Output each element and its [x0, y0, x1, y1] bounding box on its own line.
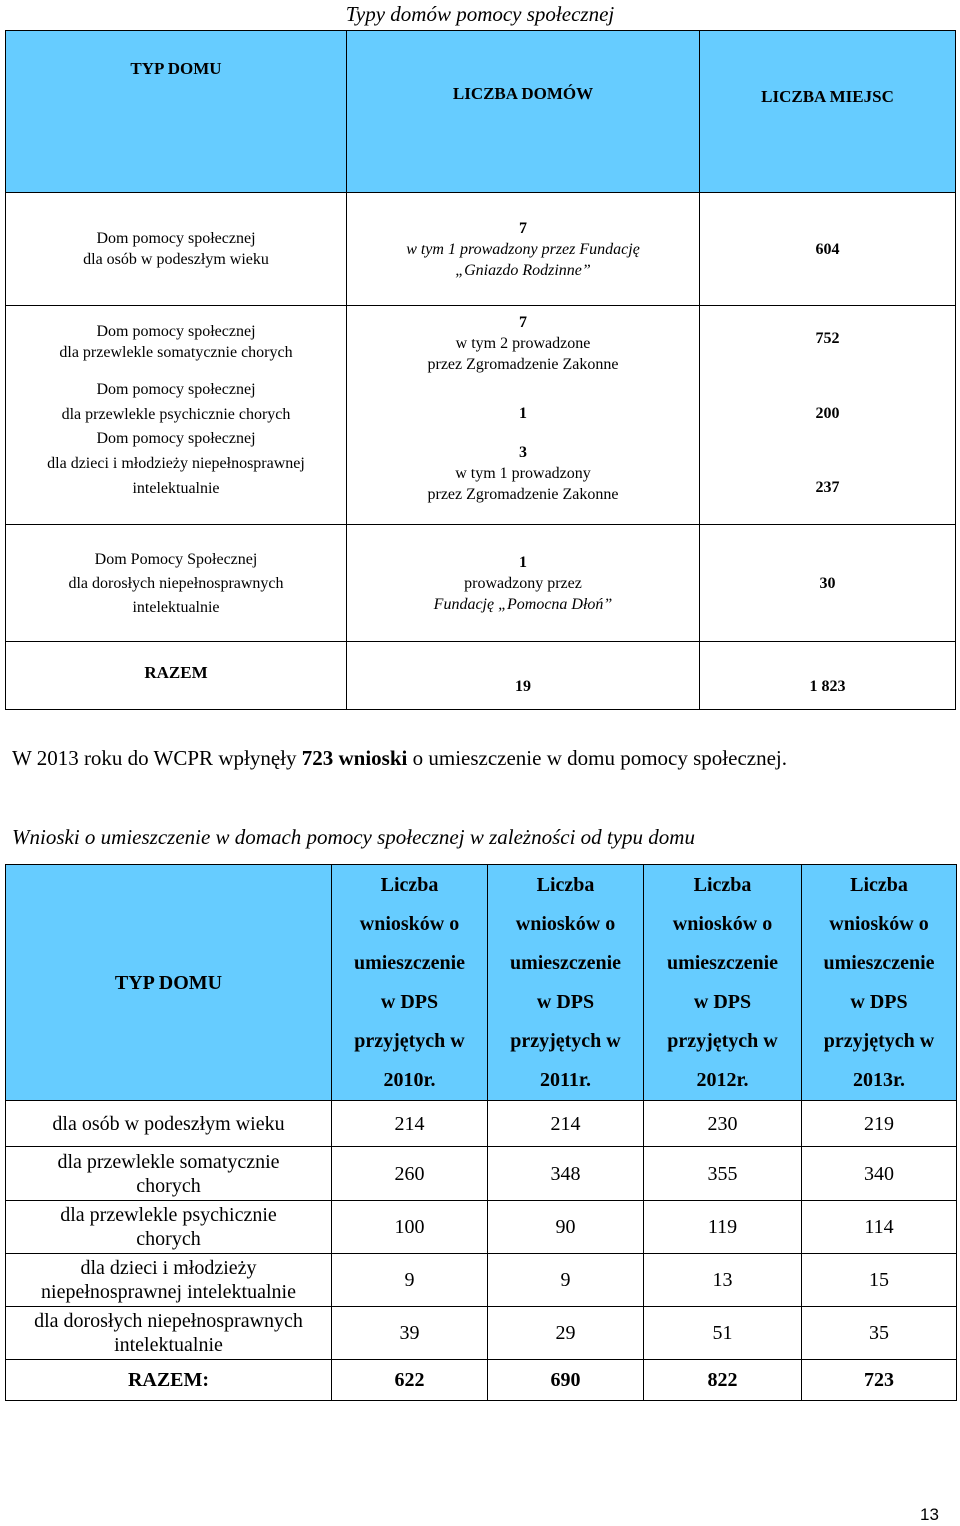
total-count: 19	[347, 642, 700, 710]
value-cell: 39	[332, 1307, 488, 1360]
value-cell: 114	[802, 1201, 957, 1254]
total-label: RAZEM:	[6, 1360, 332, 1401]
house-types-table	[5, 30, 956, 710]
total-value: 690	[488, 1360, 644, 1401]
sentence-post: o umieszczenie w domu pomocy społecznej.	[407, 746, 787, 770]
total-value: 822	[644, 1360, 802, 1401]
table-row	[6, 1254, 957, 1307]
type-line: intelektualnie	[132, 479, 220, 497]
header-line: wniosków o	[672, 912, 773, 935]
header-typ-domu: TYP DOMU	[6, 865, 332, 1101]
value-cell: 260	[332, 1147, 488, 1201]
header-line: wniosków o	[829, 912, 929, 935]
type-line: dla dorosłych niepełnosprawnych	[68, 574, 284, 592]
header-year-2012	[644, 865, 802, 1101]
house-count-cell	[347, 525, 700, 642]
value-cell: 348	[488, 1147, 644, 1201]
header-line: w DPS	[693, 990, 752, 1013]
total-value: 622	[332, 1360, 488, 1401]
type-line: Dom pomocy społecznej	[96, 380, 256, 398]
header-line: w DPS	[850, 990, 908, 1013]
value-cell: 15	[802, 1254, 957, 1307]
table1-title: Typy domów pomocy społecznej	[345, 2, 615, 26]
total-value: 723	[802, 1360, 957, 1401]
table2-title: Wnioski o umieszczenie w domach pomocy społecznej w zależności od typu domu	[12, 825, 695, 849]
header-line: przyjętych w	[354, 1029, 465, 1052]
header-line: Liczba	[850, 873, 908, 896]
house-type-cell	[6, 193, 347, 306]
sentence-pre: W 2013 roku do WCPR wpłynęły	[12, 746, 302, 770]
count-note: w tym 2 prowadzone	[455, 335, 591, 352]
count-note: Fundację „Pomocna Dłoń”	[433, 595, 613, 613]
value-cell: 230	[644, 1101, 802, 1147]
table1-header-row	[6, 31, 956, 193]
header-line: Liczba	[380, 873, 439, 896]
value-cell: 13	[644, 1254, 802, 1307]
value-cell: 51	[644, 1307, 802, 1360]
count-note: w tym 1 prowadzony przez Fundację	[406, 240, 640, 258]
type-line: Dom pomocy społecznej	[96, 230, 256, 247]
table-row	[6, 1147, 957, 1201]
house-count: 7	[519, 314, 527, 331]
type-line: Dom pomocy społecznej	[96, 323, 256, 341]
type-line: Dom pomocy społecznej	[96, 429, 256, 447]
table1-row	[6, 193, 956, 306]
total-places: 1 823	[700, 642, 956, 710]
header-line: umieszczenie	[666, 951, 779, 974]
places-cell: 752	[700, 306, 956, 379]
places-cell: 237	[700, 426, 956, 525]
house-type-cell	[6, 525, 347, 642]
table1-row	[6, 426, 956, 525]
type-line: Dom Pomocy Społecznej	[94, 550, 258, 568]
row-type: dla przewlekle psychicznie chorych	[6, 1201, 332, 1254]
type-line: dla przewlekle psychicznie chorych	[61, 405, 291, 423]
type-line: intelektualnie	[132, 598, 220, 616]
house-type-cell	[6, 306, 347, 379]
row-type: dla dzieci i młodzieży niepełnosprawnej intelektualnie	[6, 1254, 332, 1307]
value-cell: 355	[644, 1147, 802, 1201]
header-line: przyjętych w	[667, 1029, 778, 1052]
header-line: wniosków o	[359, 912, 460, 935]
table-row	[6, 1101, 957, 1147]
row-type: dla dorosłych niepełnosprawnych intelektualnie	[6, 1307, 332, 1360]
count-note: prowadzony przez	[464, 574, 582, 592]
house-count-cell	[347, 193, 700, 306]
value-cell: 340	[802, 1147, 957, 1201]
header-line: umieszczenie	[353, 951, 466, 974]
table-row	[6, 1307, 957, 1360]
house-count: 7	[519, 219, 527, 237]
table1-row	[6, 525, 956, 642]
total-label: RAZEM	[6, 642, 347, 710]
header-line: umieszczenie	[823, 951, 935, 974]
header-line: 2010r.	[383, 1068, 436, 1091]
table2-header-row	[6, 865, 957, 1101]
row-type: dla przewlekle somatycznie chorych	[6, 1147, 332, 1201]
table1-total-row	[6, 642, 956, 710]
header-typ-domu: TYP DOMU	[6, 31, 347, 193]
value-cell: 9	[488, 1254, 644, 1307]
header-line: umieszczenie	[509, 951, 622, 974]
value-cell: 219	[802, 1101, 957, 1147]
type-line: dla przewlekle somatycznie chorych	[59, 344, 293, 362]
header-liczba-domow: LICZBA DOMÓW	[347, 31, 700, 193]
house-count-cell	[347, 426, 700, 525]
value-cell: 9	[332, 1254, 488, 1307]
applications-table	[5, 864, 957, 1401]
house-count: 1	[347, 379, 700, 426]
table1-row	[6, 379, 956, 426]
header-line: 2011r.	[540, 1068, 591, 1091]
places-cell: 200	[700, 379, 956, 426]
header-line: 2013r.	[852, 1068, 906, 1091]
house-count: 3	[519, 443, 527, 461]
count-note: w tym 1 prowadzony	[455, 464, 591, 482]
table1-row	[6, 306, 956, 379]
header-liczba-miejsc: LICZBA MIEJSC	[700, 31, 956, 193]
header-line: przyjętych w	[510, 1029, 621, 1052]
house-type-cell	[6, 426, 347, 525]
header-year-2010	[332, 865, 488, 1101]
table2-total-row	[6, 1360, 957, 1401]
value-cell: 214	[332, 1101, 488, 1147]
header-line: wniosków o	[515, 912, 616, 935]
places-cell: 30	[700, 525, 956, 642]
value-cell: 100	[332, 1201, 488, 1254]
header-line: przyjętych w	[823, 1029, 935, 1052]
page-number: 13	[920, 1505, 939, 1524]
house-count-cell	[347, 306, 700, 379]
value-cell: 35	[802, 1307, 957, 1360]
value-cell: 214	[488, 1101, 644, 1147]
row-type: dla osób w podeszłym wieku	[6, 1101, 332, 1147]
places-cell: 604	[700, 193, 956, 306]
header-line: 2012r.	[696, 1068, 749, 1091]
count-note: przez Zgromadzenie Zakonne	[427, 485, 619, 503]
value-cell: 119	[644, 1201, 802, 1254]
house-type-cell	[6, 379, 347, 426]
type-line: dla osób w podeszłym wieku	[83, 251, 269, 268]
header-year-2011	[488, 865, 644, 1101]
sentence-bold: 723 wnioski	[301, 746, 408, 770]
count-note: „Gniazdo Rodzinne”	[455, 261, 591, 279]
header-line: w DPS	[380, 990, 439, 1013]
value-cell: 29	[488, 1307, 644, 1360]
house-count: 1	[519, 553, 527, 571]
count-note: przez Zgromadzenie Zakonne	[427, 356, 619, 373]
type-line: dla dzieci i młodzieży niepełnosprawnej	[47, 454, 305, 472]
header-year-2013	[802, 865, 957, 1101]
header-line: Liczba	[693, 873, 752, 896]
table-row	[6, 1201, 957, 1254]
header-line: Liczba	[536, 873, 595, 896]
value-cell: 90	[488, 1201, 644, 1254]
summary-sentence	[12, 744, 787, 772]
header-line: w DPS	[536, 990, 595, 1013]
